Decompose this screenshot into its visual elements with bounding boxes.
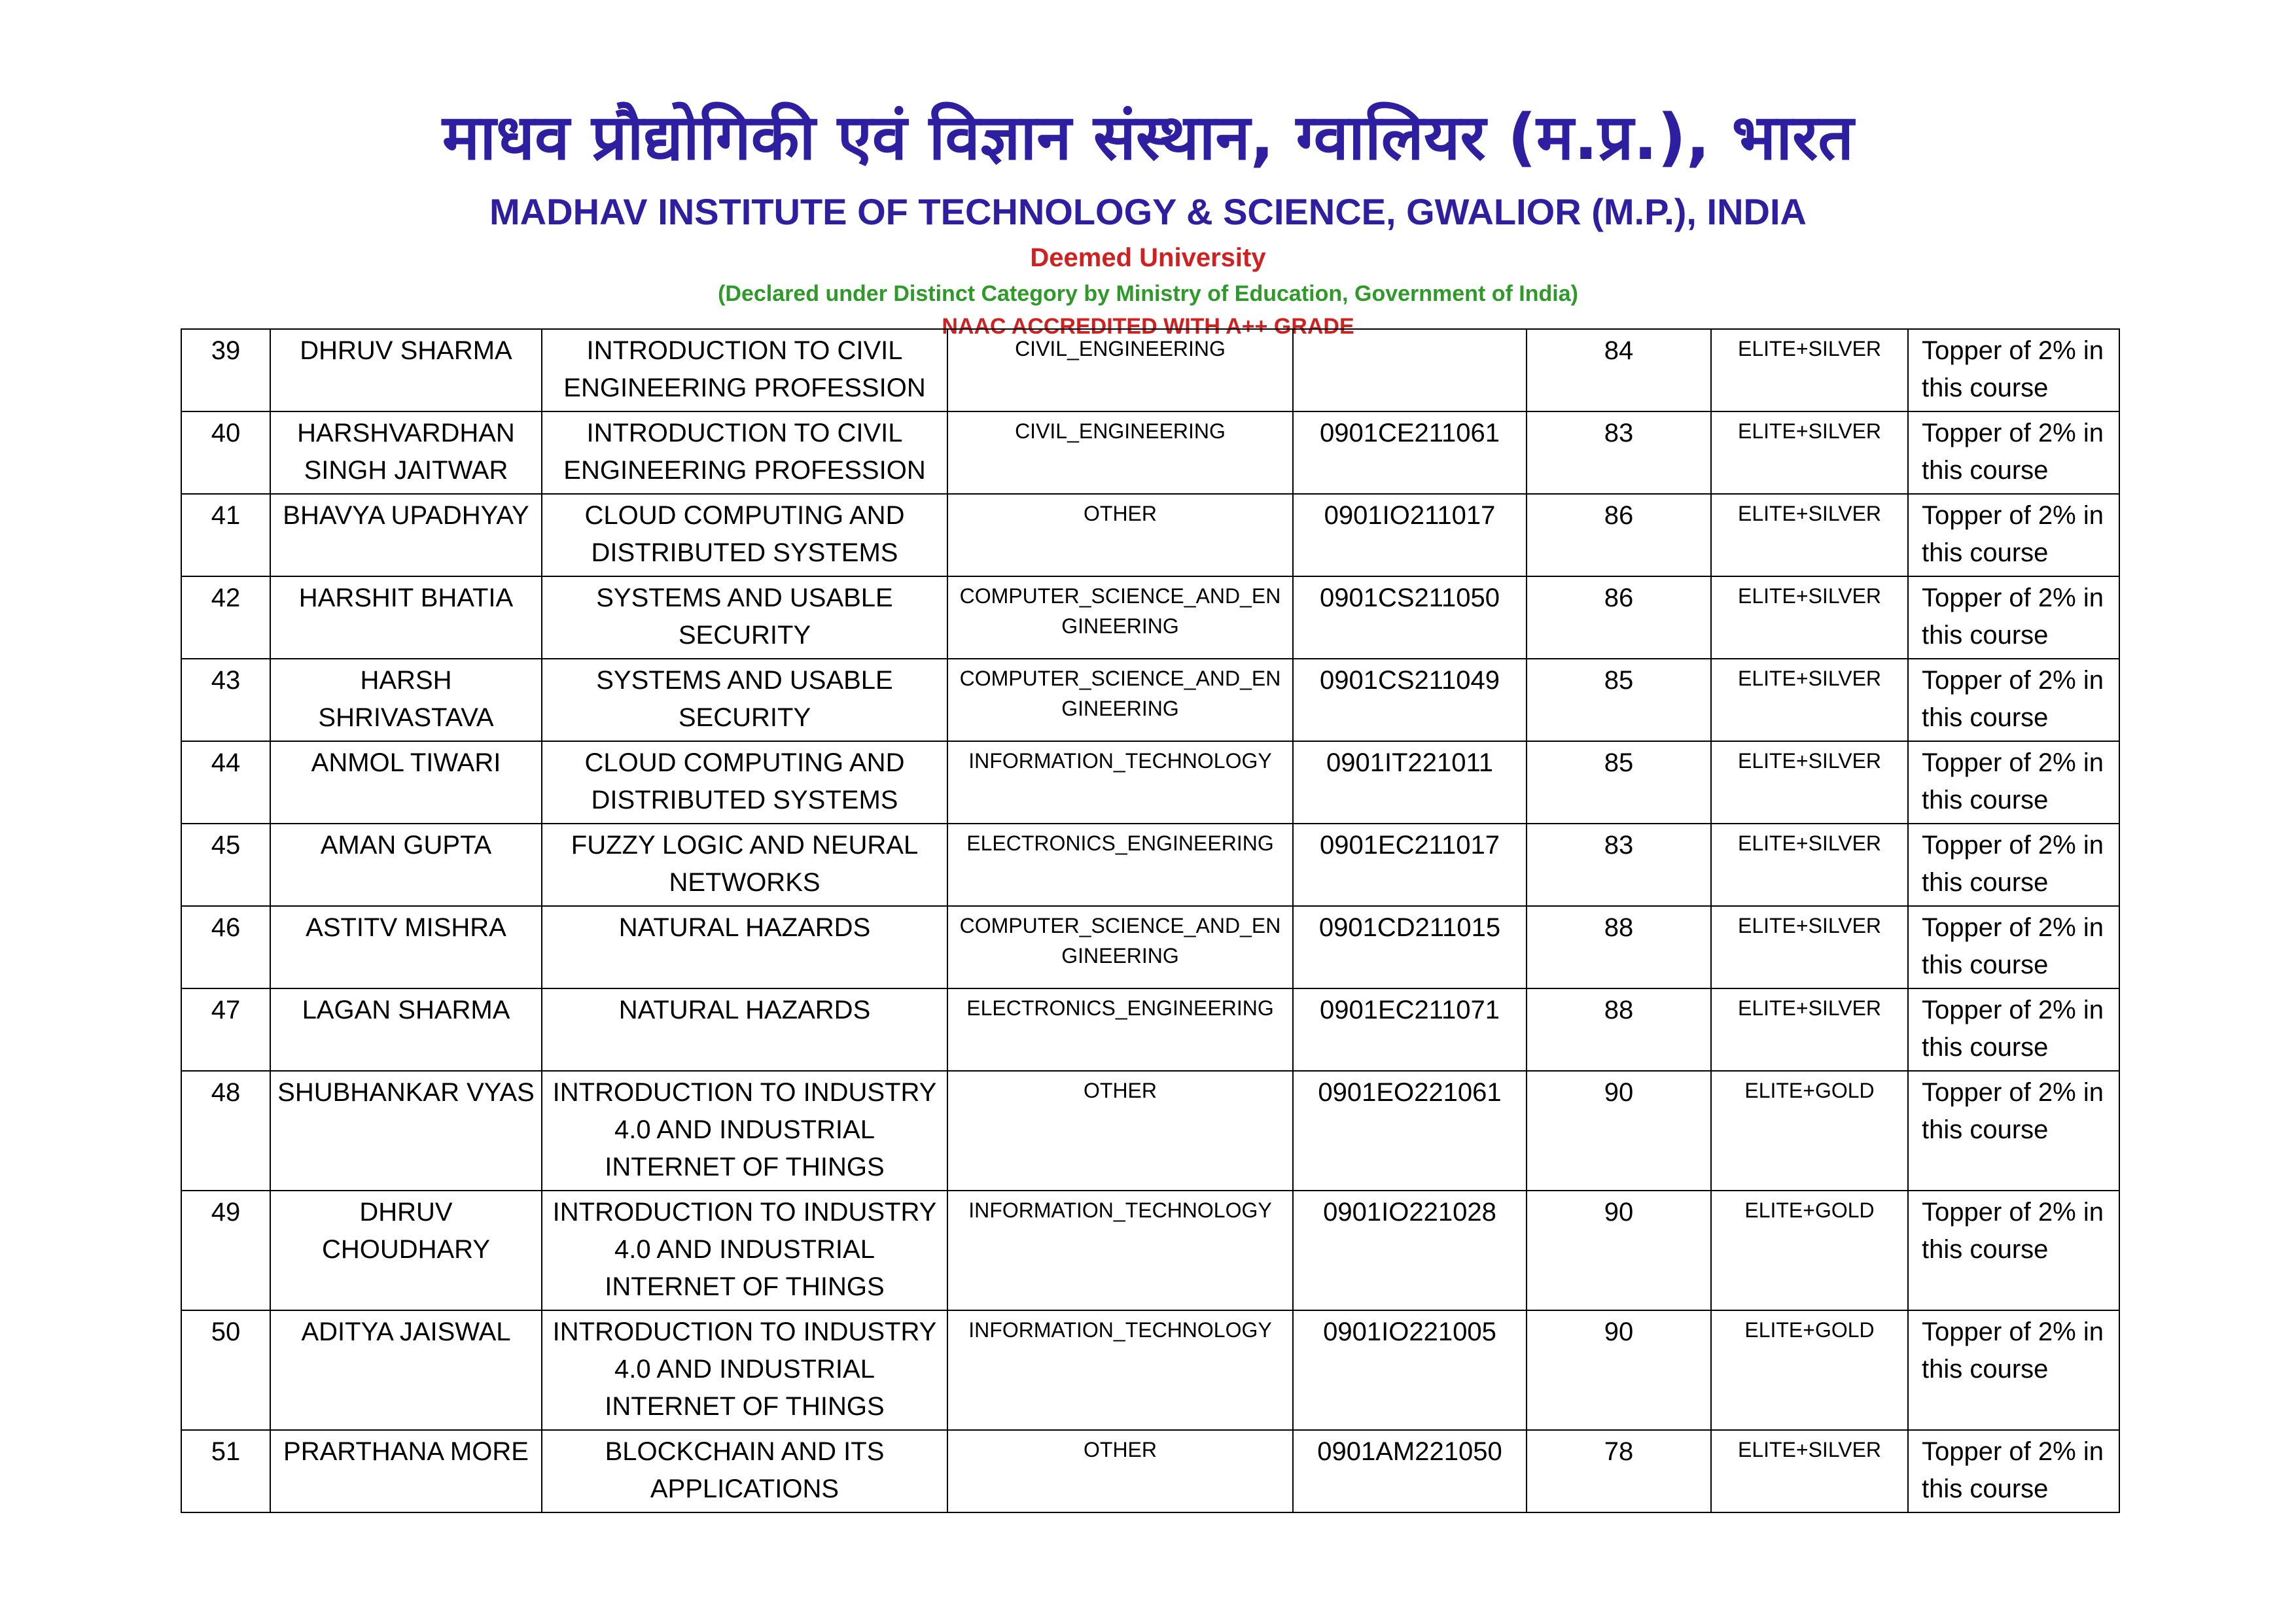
roll-number: 0901EC211071 — [1293, 988, 1527, 1071]
course-name: NATURAL HAZARDS — [542, 988, 947, 1071]
student-name: LAGAN SHARMA — [270, 988, 542, 1071]
course-name: INTRODUCTION TO INDUSTRY 4.0 AND INDUSTRIAL INTERNET OF THINGS — [542, 1310, 947, 1430]
serial-number: 46 — [181, 906, 270, 988]
course-name: SYSTEMS AND USABLE SECURITY — [542, 659, 947, 741]
remark: Topper of 2% in this course — [1908, 1310, 2119, 1430]
branch: COMPUTER_SCIENCE_AND_EN GINEERING — [947, 576, 1293, 659]
branch: ELECTRONICS_ENGINEERING — [947, 824, 1293, 906]
course-name: FUZZY LOGIC AND NEURAL NETWORKS — [542, 824, 947, 906]
roll-number: 0901EC211017 — [1293, 824, 1527, 906]
course-name: CLOUD COMPUTING AND DISTRIBUTED SYSTEMS — [542, 741, 947, 824]
serial-number: 43 — [181, 659, 270, 741]
remark: Topper of 2% in this course — [1908, 1430, 2119, 1512]
category: ELITE+SILVER — [1711, 576, 1908, 659]
branch: COMPUTER_SCIENCE_AND_EN GINEERING — [947, 659, 1293, 741]
serial-number: 49 — [181, 1191, 270, 1310]
institute-title-hindi: माधव प्रौद्योगिकी एवं विज्ञान संस्थान, ग्वालियर (म.प्र.), भारत — [442, 101, 1854, 174]
category: ELITE+SILVER — [1711, 741, 1908, 824]
score: 86 — [1527, 494, 1711, 576]
student-name: DHRUV CHOUDHARY — [270, 1191, 542, 1310]
institute-title-english: MADHAV INSTITUTE OF TECHNOLOGY & SCIENCE, GWALIOR (M.P.), INDIA — [489, 191, 1807, 232]
student-name: HARSHIT BHATIA — [270, 576, 542, 659]
score: 90 — [1527, 1071, 1711, 1191]
category: ELITE+SILVER — [1711, 824, 1908, 906]
roll-number: 0901IO221028 — [1293, 1191, 1527, 1310]
score: 88 — [1527, 906, 1711, 988]
roll-number: 0901IO221005 — [1293, 1310, 1527, 1430]
declaration-label: (Declared under Distinct Category by Ministry of Education, Government of India) — [718, 281, 1578, 306]
branch: ELECTRONICS_ENGINEERING — [947, 988, 1293, 1071]
serial-number: 42 — [181, 576, 270, 659]
remark: Topper of 2% in this course — [1908, 988, 2119, 1071]
category: ELITE+SILVER — [1711, 988, 1908, 1071]
remark: Topper of 2% in this course — [1908, 906, 2119, 988]
course-name: INTRODUCTION TO CIVIL ENGINEERING PROFESSION — [542, 411, 947, 494]
student-name: AMAN GUPTA — [270, 824, 542, 906]
serial-number: 39 — [181, 329, 270, 411]
branch: OTHER — [947, 1430, 1293, 1512]
roll-number: 0901IO211017 — [1293, 494, 1527, 576]
serial-number: 45 — [181, 824, 270, 906]
branch: INFORMATION_TECHNOLOGY — [947, 741, 1293, 824]
table-row — [181, 659, 2119, 741]
student-name: DHRUV SHARMA — [270, 329, 542, 411]
table-row — [181, 1071, 2119, 1191]
score: 90 — [1527, 1191, 1711, 1310]
roll-number: 0901IT221011 — [1293, 741, 1527, 824]
student-name: BHAVYA UPADHYAY — [270, 494, 542, 576]
table-row — [181, 576, 2119, 659]
branch: CIVIL_ENGINEERING — [947, 329, 1293, 411]
serial-number: 50 — [181, 1310, 270, 1430]
course-name: SYSTEMS AND USABLE SECURITY — [542, 576, 947, 659]
score: 88 — [1527, 988, 1711, 1071]
table-row — [181, 741, 2119, 824]
branch: OTHER — [947, 494, 1293, 576]
remark: Topper of 2% in this course — [1908, 494, 2119, 576]
remark: Topper of 2% in this course — [1908, 659, 2119, 741]
score: 85 — [1527, 741, 1711, 824]
results-table — [181, 328, 2120, 1513]
table-row — [181, 1310, 2119, 1430]
category: ELITE+SILVER — [1711, 1430, 1908, 1512]
student-name: ANMOL TIWARI — [270, 741, 542, 824]
naac-accreditation-label: NAAC ACCREDITED WITH A++ GRADE — [942, 314, 1354, 339]
roll-number — [1293, 329, 1527, 411]
branch: CIVIL_ENGINEERING — [947, 411, 1293, 494]
branch: COMPUTER_SCIENCE_AND_EN GINEERING — [947, 906, 1293, 988]
page-header — [0, 98, 2296, 341]
score: 86 — [1527, 576, 1711, 659]
remark: Topper of 2% in this course — [1908, 741, 2119, 824]
serial-number: 44 — [181, 741, 270, 824]
course-name: NATURAL HAZARDS — [542, 906, 947, 988]
student-name: PRARTHANA MORE — [270, 1430, 542, 1512]
student-name: HARSH SHRIVASTAVA — [270, 659, 542, 741]
results-table-body — [181, 329, 2119, 1512]
table-row — [181, 988, 2119, 1071]
branch: INFORMATION_TECHNOLOGY — [947, 1310, 1293, 1430]
serial-number: 48 — [181, 1071, 270, 1191]
category: ELITE+SILVER — [1711, 659, 1908, 741]
course-name: INTRODUCTION TO INDUSTRY 4.0 AND INDUSTRIAL INTERNET OF THINGS — [542, 1191, 947, 1310]
course-name: BLOCKCHAIN AND ITS APPLICATIONS — [542, 1430, 947, 1512]
results-table-container — [181, 328, 2119, 1513]
table-row — [181, 494, 2119, 576]
roll-number: 0901CE211061 — [1293, 411, 1527, 494]
score: 90 — [1527, 1310, 1711, 1430]
student-name: ASTITV MISHRA — [270, 906, 542, 988]
course-name: INTRODUCTION TO CIVIL ENGINEERING PROFESSION — [542, 329, 947, 411]
score: 84 — [1527, 329, 1711, 411]
student-name: HARSHVARDHAN SINGH JAITWAR — [270, 411, 542, 494]
category: ELITE+SILVER — [1711, 329, 1908, 411]
serial-number: 40 — [181, 411, 270, 494]
category: ELITE+GOLD — [1711, 1071, 1908, 1191]
table-row — [181, 329, 2119, 411]
remark: Topper of 2% in this course — [1908, 576, 2119, 659]
remark: Topper of 2% in this course — [1908, 1191, 2119, 1310]
deemed-university-label: Deemed University — [1030, 243, 1266, 272]
score: 78 — [1527, 1430, 1711, 1512]
roll-number: 0901CS211050 — [1293, 576, 1527, 659]
serial-number: 47 — [181, 988, 270, 1071]
remark: Topper of 2% in this course — [1908, 824, 2119, 906]
student-name: ADITYA JAISWAL — [270, 1310, 542, 1430]
score: 85 — [1527, 659, 1711, 741]
table-row — [181, 824, 2119, 906]
score: 83 — [1527, 411, 1711, 494]
category: ELITE+GOLD — [1711, 1310, 1908, 1430]
branch: OTHER — [947, 1071, 1293, 1191]
course-name: INTRODUCTION TO INDUSTRY 4.0 AND INDUSTRIAL INTERNET OF THINGS — [542, 1071, 947, 1191]
category: ELITE+GOLD — [1711, 1191, 1908, 1310]
remark: Topper of 2% in this course — [1908, 1071, 2119, 1191]
table-row — [181, 1430, 2119, 1512]
remark: Topper of 2% in this course — [1908, 411, 2119, 494]
remark: Topper of 2% in this course — [1908, 329, 2119, 411]
course-name: CLOUD COMPUTING AND DISTRIBUTED SYSTEMS — [542, 494, 947, 576]
category: ELITE+SILVER — [1711, 906, 1908, 988]
serial-number: 51 — [181, 1430, 270, 1512]
category: ELITE+SILVER — [1711, 494, 1908, 576]
category: ELITE+SILVER — [1711, 411, 1908, 494]
table-row — [181, 906, 2119, 988]
roll-number: 0901CS211049 — [1293, 659, 1527, 741]
student-name: SHUBHANKAR VYAS — [270, 1071, 542, 1191]
branch: INFORMATION_TECHNOLOGY — [947, 1191, 1293, 1310]
table-row — [181, 1191, 2119, 1310]
roll-number: 0901AM221050 — [1293, 1430, 1527, 1512]
roll-number: 0901EO221061 — [1293, 1071, 1527, 1191]
score: 83 — [1527, 824, 1711, 906]
serial-number: 41 — [181, 494, 270, 576]
roll-number: 0901CD211015 — [1293, 906, 1527, 988]
table-row — [181, 411, 2119, 494]
